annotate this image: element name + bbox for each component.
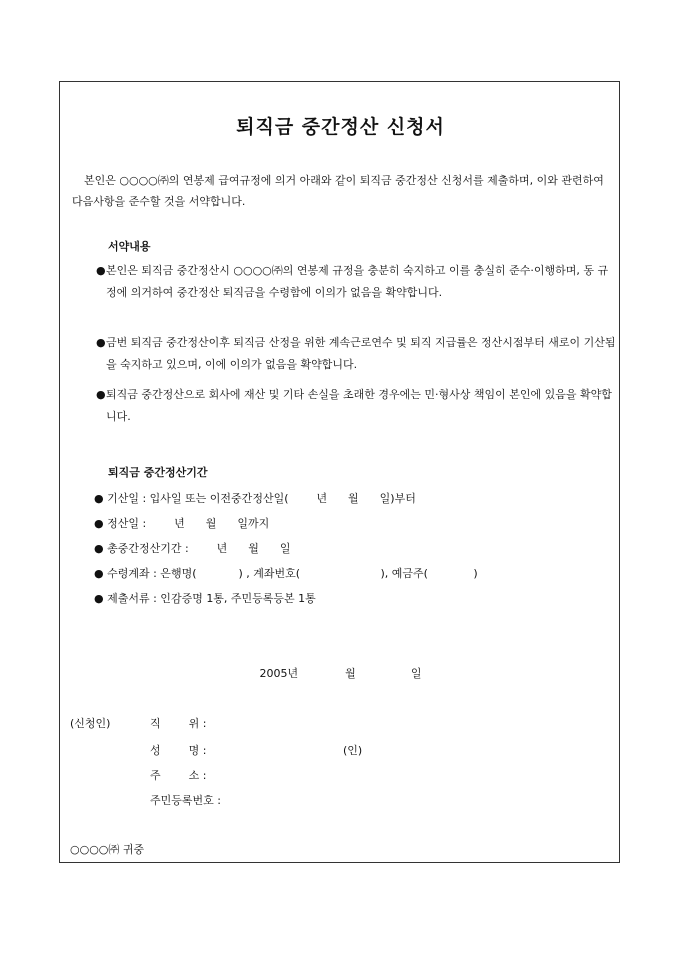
pledge-item: ● 금번 퇴직금 중간정산이후 퇴직금 산정을 위한 계속근로연수 및 퇴직 지급률은 정산시점부터 새로이 기산됨을 숙지하고 있으며, 이에 이의가 없음을 확약합니다. [106, 332, 616, 376]
recipient: ○○○○㈜ 귀중 [70, 843, 145, 856]
date-month: 월 [345, 667, 356, 680]
period-start-row: ● 기산일 : 입사일 또는 이전중간정산일( 년 월 일)부터 [94, 492, 416, 505]
applicant-name-label: 성 명 : [150, 744, 207, 757]
bullet-icon: ● [96, 336, 106, 349]
period-end-row: ● 정산일 : 년 월 일까지 [94, 517, 270, 530]
pledge-item: ● 퇴직금 중간정산으로 회사에 재산 및 기타 손실을 초래한 경우에는 민·형사상 책임이 본인에 있음을 확약합니다. [106, 384, 616, 428]
applicant-seal-mark: (인) [343, 744, 363, 757]
period-heading: 퇴직금 중간정산기간 [108, 466, 208, 479]
pledge-item: ● 본인은 퇴직금 중간정산시 ○○○○㈜의 연봉제 규정을 충분히 숙지하고 이를 충실히 준수·이행하며, 동 규정에 의거하여 중간정산 퇴직금을 수령함에 이의가 없음을 확약합니다. [106, 260, 616, 304]
applicant-position-label: 직 위 : [150, 717, 207, 730]
bullet-icon: ● [94, 542, 108, 555]
period-documents-row: ● 제출서류 : 인감증명 1통, 주민등록등본 1통 [94, 592, 316, 605]
bullet-icon: ● [94, 492, 108, 505]
date-day: 일 [410, 667, 422, 680]
intro-paragraph: 본인은 ○○○○㈜의 연봉제 급여규정에 의거 아래와 같이 퇴직금 중간정산 신청서를 제출하며, 이와 관련하여 다음사항을 준수할 것을 서약합니다. [72, 174, 604, 208]
applicant-label: (신청인) [70, 717, 111, 730]
document-frame [59, 81, 620, 863]
applicant-address-label: 주 소 : [150, 769, 207, 782]
period-account-row: ● 수령계좌 : 은행명( ) , 계좌번호( ), 예금주( ) [94, 567, 478, 580]
bullet-icon: ● [94, 592, 108, 605]
bullet-icon: ● [96, 388, 106, 401]
bullet-icon: ● [96, 264, 106, 277]
bullet-icon: ● [94, 567, 108, 580]
document-title: 퇴직금 중간정산 신청서 [236, 116, 445, 138]
bullet-icon: ● [94, 517, 108, 530]
date-year: 2005년 [259, 667, 299, 680]
applicant-id-number-label: 주민등록번호 : [150, 794, 221, 807]
signing-date [60, 665, 621, 681]
period-total-row: ● 총중간정산기간 : 년 월 일 [94, 542, 291, 555]
pledge-heading: 서약내용 [108, 240, 151, 253]
